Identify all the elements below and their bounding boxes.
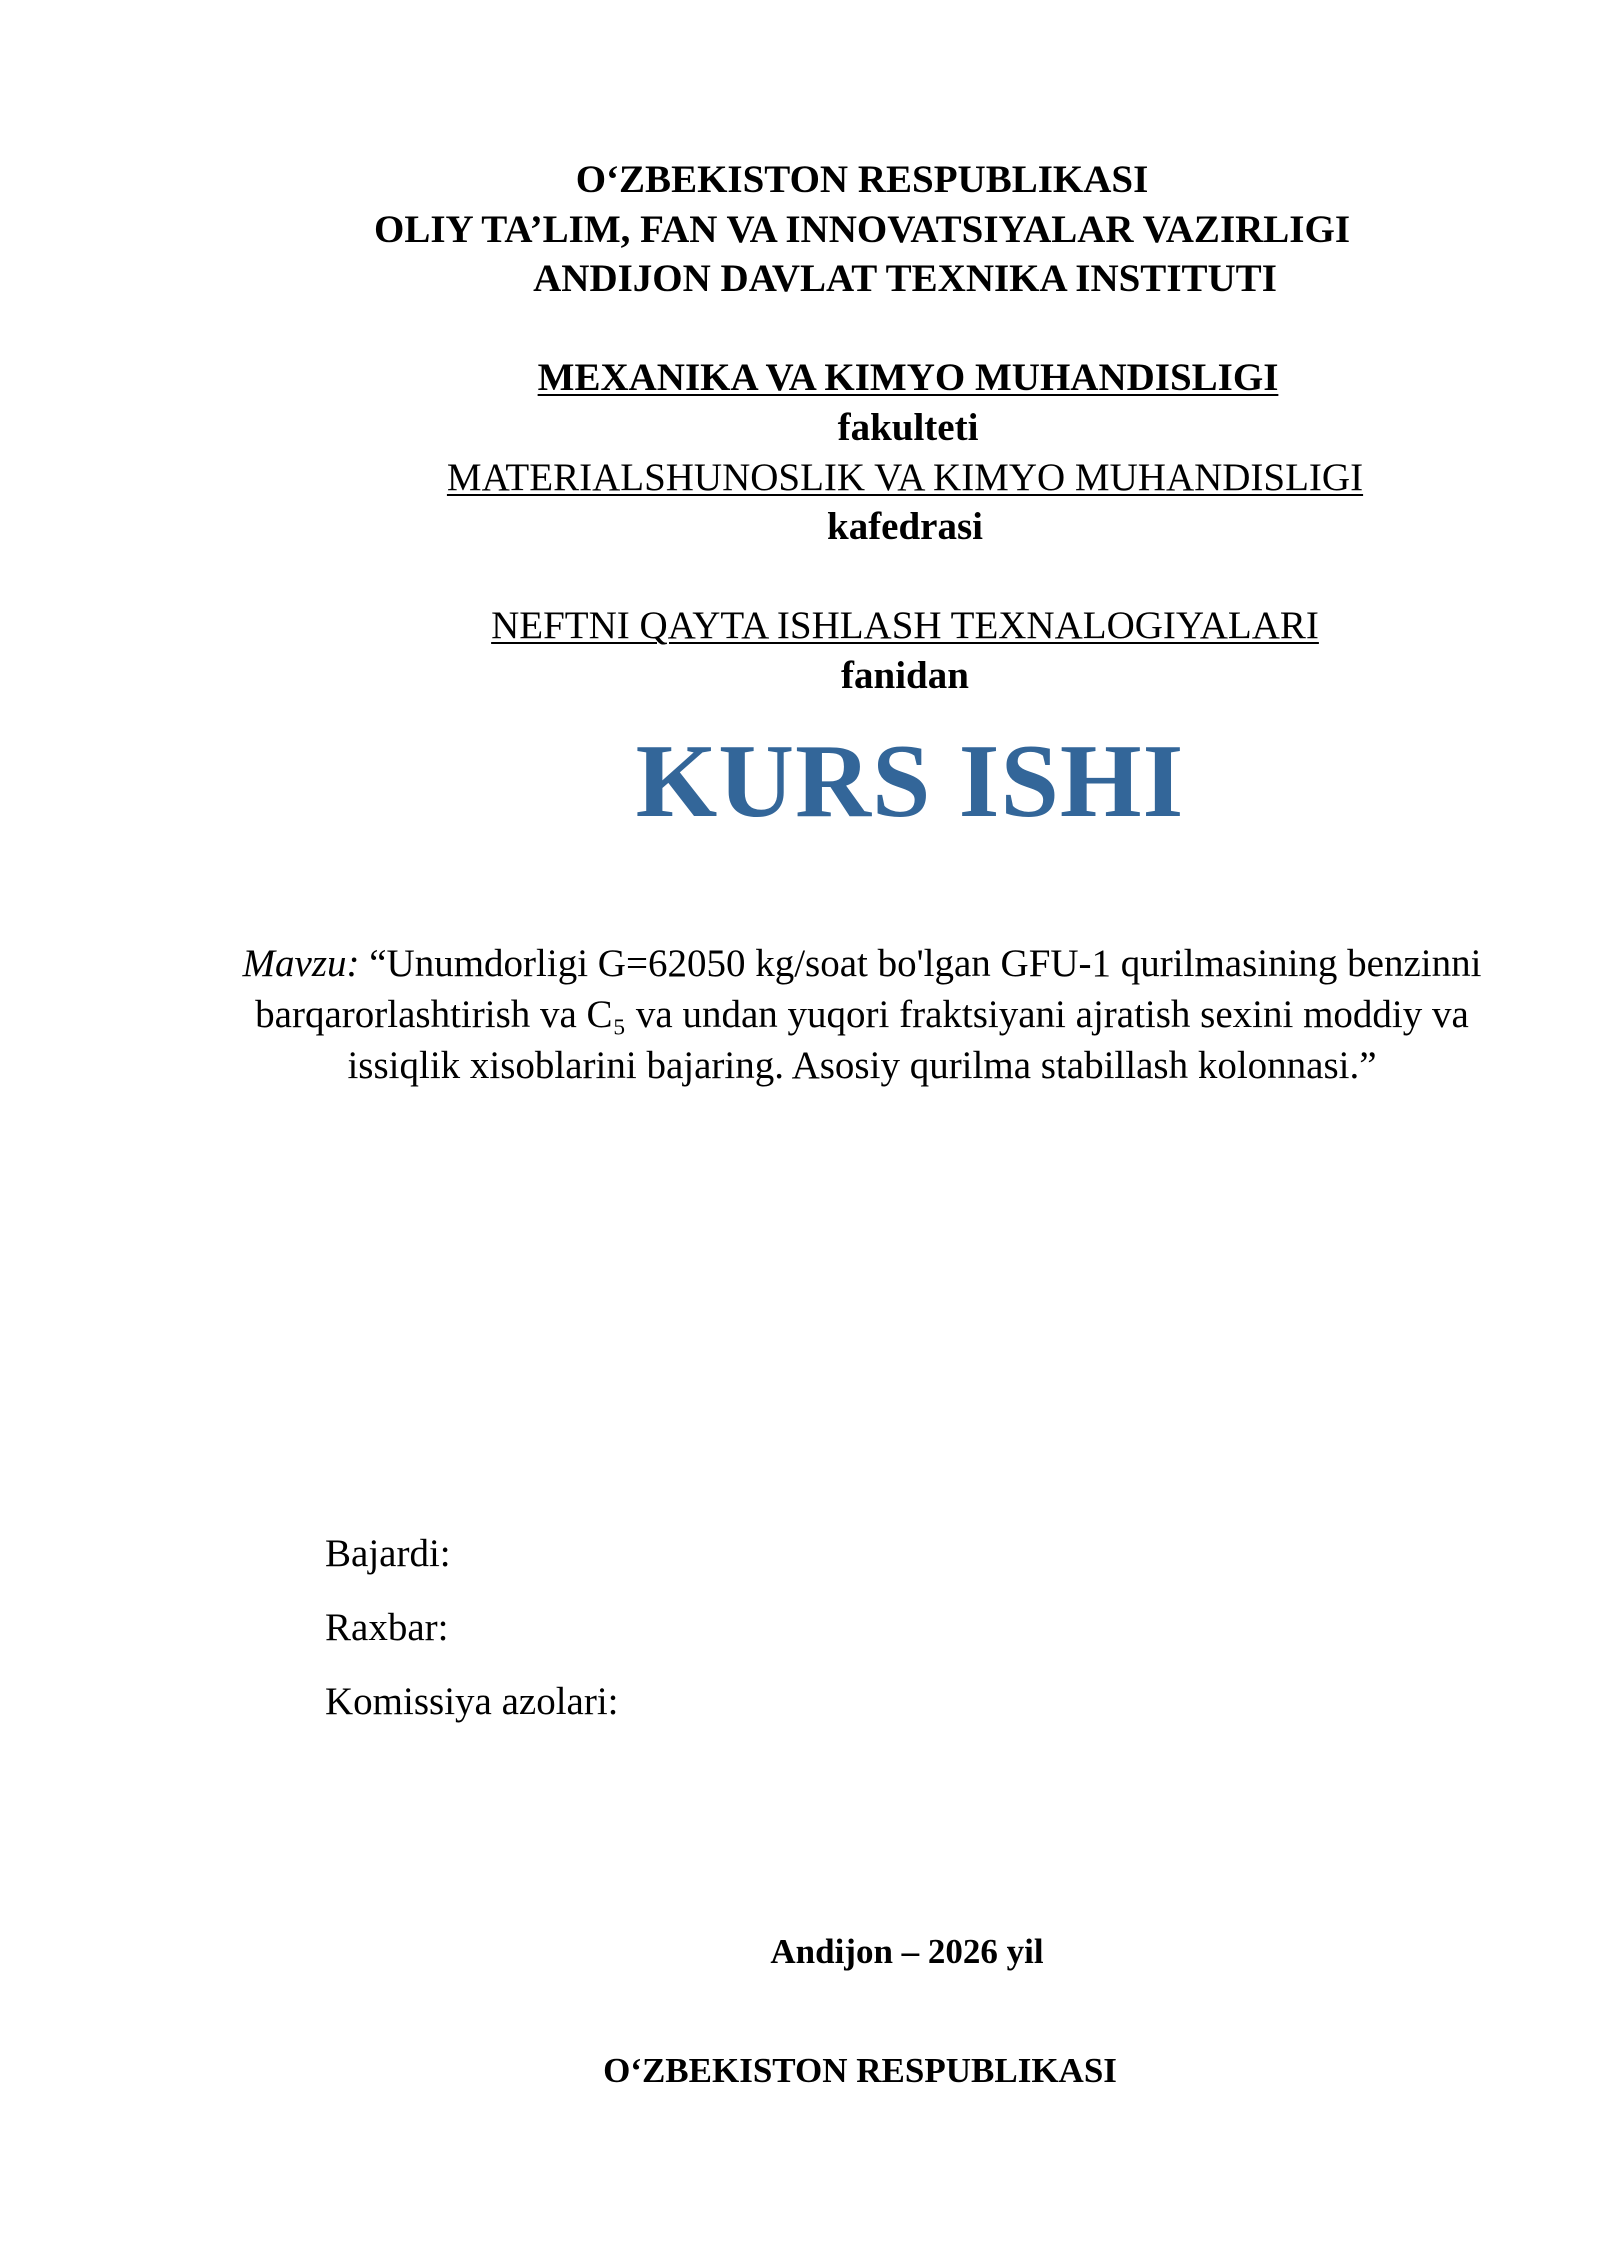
department-name: MATERIALSHUNOSLIK VA KIMYO MUHANDISLIGI bbox=[446, 456, 1364, 499]
topic-label: Mavzu: bbox=[242, 942, 360, 985]
subject-name: NEFTNI QAYTA ISHLASH TEXNALOGIYALARI bbox=[491, 604, 1319, 647]
country-heading: O‘ZBEKISTON RESPUBLIKASI bbox=[575, 158, 1149, 201]
commission-label: Komissiya azolari: bbox=[325, 1680, 619, 1723]
topic-text: “Unumdorligi G=62050 kg/soat bo'lgan GFU-1 qurilmasining benzinni barqarorlashtirish va C₅ va undan yuqori fraktsiyani ajratish sexini moddiy va issiqlik xisoblarini bajaring. Asosiy qurilma stabillash kolonnasi.” bbox=[255, 942, 1482, 1087]
faculty-name: MEXANIKA VA KIMYO MUHANDISLIGI bbox=[537, 356, 1279, 399]
place-year: Andijon – 2026 yil bbox=[770, 1932, 1044, 1971]
document-title: KURS ISHI bbox=[635, 722, 1185, 839]
ministry-heading: OLIY TA’LIM, FAN VA INNOVATSIYALAR VAZIRLIGI bbox=[374, 208, 1350, 251]
supervisor-label: Raxbar: bbox=[325, 1606, 449, 1649]
faculty-suffix: fakulteti bbox=[837, 406, 979, 449]
next-page-country-heading: O‘ZBEKISTON RESPUBLIKASI bbox=[603, 2051, 1117, 2090]
institute-heading: ANDIJON DAVLAT TEXNIKA INSTITUTI bbox=[533, 257, 1277, 300]
department-suffix: kafedrasi bbox=[827, 505, 983, 548]
performed-by-label: Bajardi: bbox=[325, 1532, 451, 1575]
subject-suffix: fanidan bbox=[841, 654, 969, 697]
topic-paragraph bbox=[232, 938, 1492, 1091]
